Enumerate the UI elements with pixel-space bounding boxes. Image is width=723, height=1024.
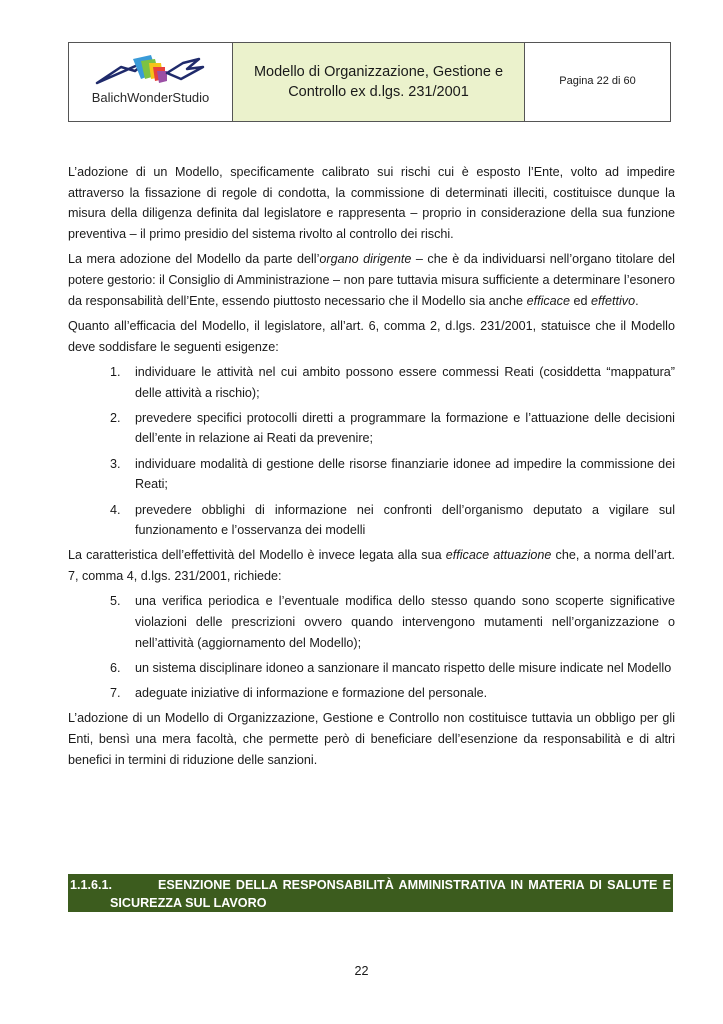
list-item-number: 3. (110, 456, 121, 471)
document-header (68, 42, 671, 122)
page-number: 22 (354, 964, 369, 978)
page-label: Pagina 22 di 60 (559, 75, 636, 87)
effectiveness-list (68, 591, 675, 704)
list-item-text: prevedere specifici protocolli diretti a programmare la formazione e l’attuazione delle decisioni dell’ente in relazione ai Reati da prevenire; (135, 410, 675, 446)
paragraph-2 (68, 249, 675, 311)
list-item-text: individuare le attività nel cui ambito possono essere commessi Reati (cosiddetta “mappatura” delle attività a rischio); (135, 364, 675, 400)
list-item (68, 454, 675, 495)
document-body (68, 162, 675, 775)
section-title-line1: ESENZIONE DELLA RESPONSABILITÀ AMMINISTRATIVA IN MATERIA DI SALUTE E (158, 878, 671, 892)
list-item (68, 591, 675, 653)
logo-cell (69, 43, 233, 121)
paragraph-4-emphasis: efficace attuazione (445, 548, 552, 563)
paragraph-2-text-b: – che è da individuarsi nell’organo titolare del potere gestorio: il Consiglio di Amministrazione – non pare tuttavia misura sufficiente a determinare l’esonero da responsabilità dell’Ente, essendo piuttosto necessario che il Modello sia anche (68, 252, 675, 308)
paragraph-4 (68, 545, 675, 586)
list-item (68, 408, 675, 449)
list-item-number: 5. (110, 594, 121, 609)
paragraph-2-emphasis-3: effettivo (590, 293, 636, 308)
list-item-number: 2. (110, 410, 121, 425)
list-item-text: prevedere obblighi di informazione nei confronti dell’organismo deputato a vigilare sul funzionamento e l’osservanza dei modelli (135, 502, 675, 538)
paragraph-4-text-b: che, a norma dell’art. 7, comma 4, d.lgs. 231/2001, richiede: (68, 548, 676, 584)
requirements-list (68, 362, 675, 541)
paragraph-2-emphasis-2: efficace (526, 293, 570, 308)
logo-text: BalichWonderStudio (91, 90, 210, 105)
section-number: 1.1.6.1. (70, 878, 113, 892)
list-item (68, 500, 675, 541)
list-item-number: 4. (110, 502, 121, 517)
paragraph-4-text-a: La caratteristica dell’effettività del Modello è invece legata alla sua (68, 548, 446, 563)
list-item-text: individuare modalità di gestione delle risorse finanziarie idonee ad impedire la commissione dei Reati; (135, 456, 675, 492)
paragraph-1: L’adozione di un Modello, specificamente calibrato sui rischi cui è esposto l’Ente, volto ad impedire attraverso la fissazione di regole di condotta, la commissione di determinati illeciti, costituisce dunque la misura della diligenza definita dal legislatore e rappresenta – proprio in considerazione della sua funzione preventiva – il primo presidio del sistema rivolto al controllo dei rischi. (68, 165, 675, 242)
paragraph-2-text-d: . (635, 293, 639, 308)
list-item-number: 6. (110, 660, 121, 675)
header-title-line2: Controllo ex d.lgs. 231/2001 (288, 84, 469, 100)
list-item-number: 1. (110, 364, 121, 379)
section-heading (68, 874, 673, 912)
list-item-text: adeguate iniziative di informazione e formazione del personale. (135, 686, 488, 701)
logo-icon (91, 53, 209, 89)
list-item-number: 7. (110, 686, 121, 701)
paragraph-2-text-a: La mera adozione del Modello da parte dell’ (68, 252, 320, 267)
paragraph-2-emphasis-1: organo dirigente (319, 252, 412, 267)
list-item (68, 683, 675, 704)
header-title-line1: Modello di Organizzazione, Gestione e (253, 64, 504, 80)
paragraph-2-text-c: ed (569, 293, 591, 308)
paragraph-3: Quanto all’efficacia del Modello, il legislatore, all’art. 6, comma 2, d.lgs. 231/2001, statuisce che il Modello deve soddisfare le seguenti esigenze: (68, 318, 675, 354)
list-item (68, 362, 675, 403)
list-item (68, 658, 675, 679)
paragraph-5: L’adozione di un Modello di Organizzazione, Gestione e Controllo non costituisce tuttavia un obbligo per gli Enti, bensì una mera facoltà, che permette però di beneficiare dell’esenzione da responsabilità e di altri benefici in termini di riduzione delle sanzioni. (68, 711, 675, 767)
header-title (233, 43, 525, 121)
list-item-text: una verifica periodica e l’eventuale modifica dello stesso quando sono scoperte significative violazioni delle prescrizioni ovvero quando intervengono mutamenti nell’organizzazione o nell’attività (aggiornamento del Modello); (135, 594, 675, 650)
section-title-line2: SICUREZZA SUL LAVORO (110, 896, 267, 910)
list-item-text: un sistema disciplinare idoneo a sanzionare il mancato rispetto delle misure indicate nel Modello (135, 660, 672, 675)
